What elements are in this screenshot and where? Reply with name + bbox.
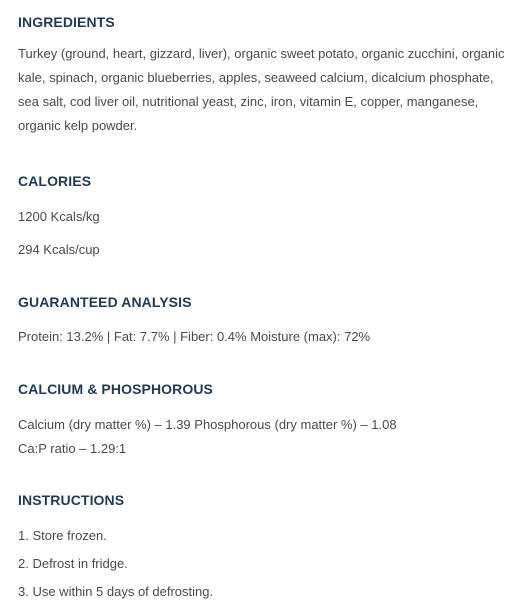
calories-per-kg: 1200 Kcals/kg (18, 209, 100, 224)
ingredients-line: kale, spinach, organic blueberries, apples, seaweed calcium, dicalcium phosphate, (18, 70, 494, 85)
calories-heading: CALORIES (18, 173, 92, 189)
instruction-step: 2. Defrost in fridge. (18, 556, 128, 571)
instructions-heading: INSTRUCTIONS (18, 492, 125, 508)
ingredients-line: Turkey (ground, heart, gizzard, liver), organic sweet potato, organic zucchini, organic (18, 46, 505, 61)
calcium-phosphorous-heading: CALCIUM & PHOSPHOROUS (18, 381, 213, 397)
calcium-phosphorous-values: Calcium (dry matter %) – 1.39 Phosphorous (dry matter %) – 1.08 (18, 417, 397, 432)
instructions-section (18, 491, 523, 604)
instruction-step: 3. Use within 5 days of defrosting. (18, 584, 214, 599)
guaranteed-analysis-heading: GUARANTEED ANALYSIS (18, 294, 192, 310)
calories-section (18, 172, 523, 262)
instruction-step: 1. Store frozen. (18, 528, 107, 543)
ingredients-heading: INGREDIENTS (18, 14, 115, 30)
ingredients-line: organic kelp powder. (18, 118, 138, 133)
calcium-phosphorous-section (18, 380, 523, 461)
ingredients-line: sea salt, cod liver oil, nutritional yeast, zinc, iron, vitamin E, copper, manganese, (18, 94, 479, 109)
ingredients-section (18, 13, 523, 138)
guaranteed-analysis-section (18, 293, 523, 349)
calories-per-cup: 294 Kcals/cup (18, 242, 100, 257)
ca-p-ratio: Ca:P ratio – 1.29:1 (18, 441, 127, 456)
ingredients-text (18, 42, 523, 138)
guaranteed-analysis-text: Protein: 13.2% | Fat: 7.7% | Fiber: 0.4% Moisture (max): 72% (18, 329, 371, 344)
